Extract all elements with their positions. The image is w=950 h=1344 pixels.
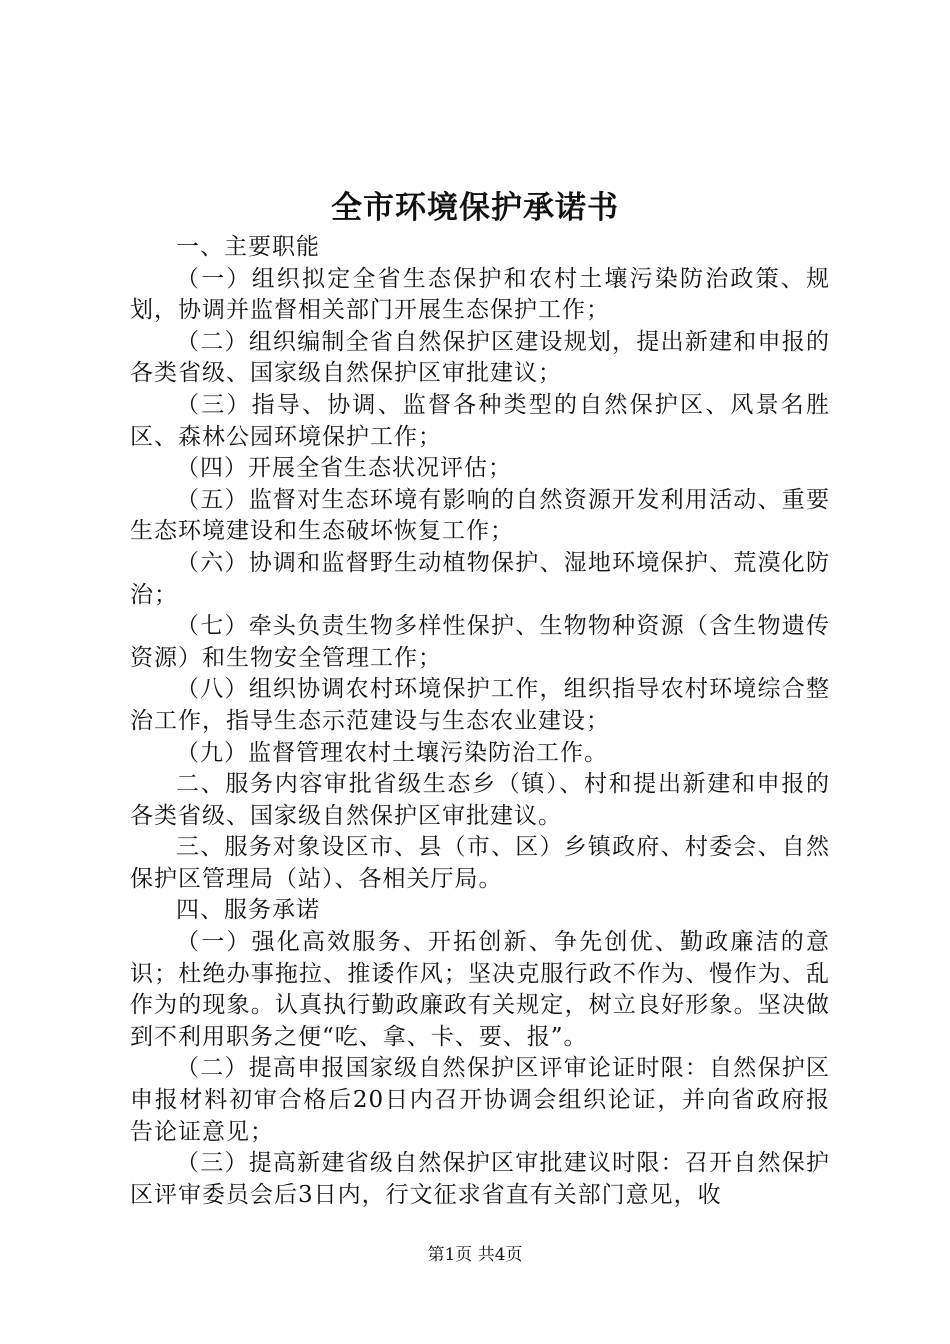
paragraph: （三）指导、协调、监督各种类型的自然保护区、风景名胜区、森林公园环境保护工作； xyxy=(130,391,830,450)
document-title: 全市环境保护承诺书 xyxy=(331,190,619,226)
section-heading: 四、服务承诺 xyxy=(176,897,320,924)
paragraph: （一）组织拟定全省生态保护和农村土壤污染防治政策、规划，协调并监督相关部门开展生态保护工作； xyxy=(130,265,830,324)
paragraph: （二）组织编制全省自然保护区建设规划，提出新建和申报的各类省级、国家级自然保护区审批建议； xyxy=(130,328,830,387)
section-paragraph: 二、服务内容审批省级生态乡（镇）、村和提出新建和申报的各类省级、国家级自然保护区审批建议。 xyxy=(130,771,830,829)
paragraph: （六）协调和监督野生动植物保护、湿地环境保护、荒漠化防治； xyxy=(130,549,830,608)
paragraph: （八）组织协调农村环境保护工作，组织指导农村环境综合整治工作，指导生态示范建设与生态农业建设； xyxy=(130,676,830,734)
page-number-footer: 第1页 共4页 xyxy=(427,1245,523,1265)
paragraph: （五）监督对生态环境有影响的自然资源开发利用活动、重要生态环境建设和生态破坏恢复工作； xyxy=(130,486,830,545)
paragraph: （七）牵头负责生物多样性保护、生物物种资源（含生物遗传资源）和生物安全管理工作； xyxy=(130,613,830,671)
document-body xyxy=(130,232,830,1211)
section-paragraph: 三、服务对象设区市、县（市、区）乡镇政府、村委会、自然保护区管理局（站）、各相关厅局。 xyxy=(130,834,830,892)
paragraph: （二）提高申报国家级自然保护区评审论证时限：自然保护区申报材料初审合格后20日内召开协调会组织论证，并向省政府报告论证意见； xyxy=(130,1055,830,1145)
paragraph: （一）强化高效服务、开拓创新、争先创优、勤政廉洁的意识；杜绝办事拖拉、推诿作风；坚决克服行政不作为、慢作为、乱作为的现象。认真执行勤政廉政有关规定，树立良好形象。坚决做到不利用职务之便“吃、拿、卡、要、报”。 xyxy=(130,929,830,1050)
paragraph: （三）提高新建省级自然保护区审批建议时限：召开自然保护区评审委员会后3日内，行文征求省直有关部门意见，收 xyxy=(130,1150,830,1208)
paragraph: （四）开展全省生态状况评估； xyxy=(176,455,512,482)
paragraph: （九）监督管理农村土壤污染防治工作。 xyxy=(176,739,608,766)
section-heading: 一、主要职能 xyxy=(176,234,320,260)
